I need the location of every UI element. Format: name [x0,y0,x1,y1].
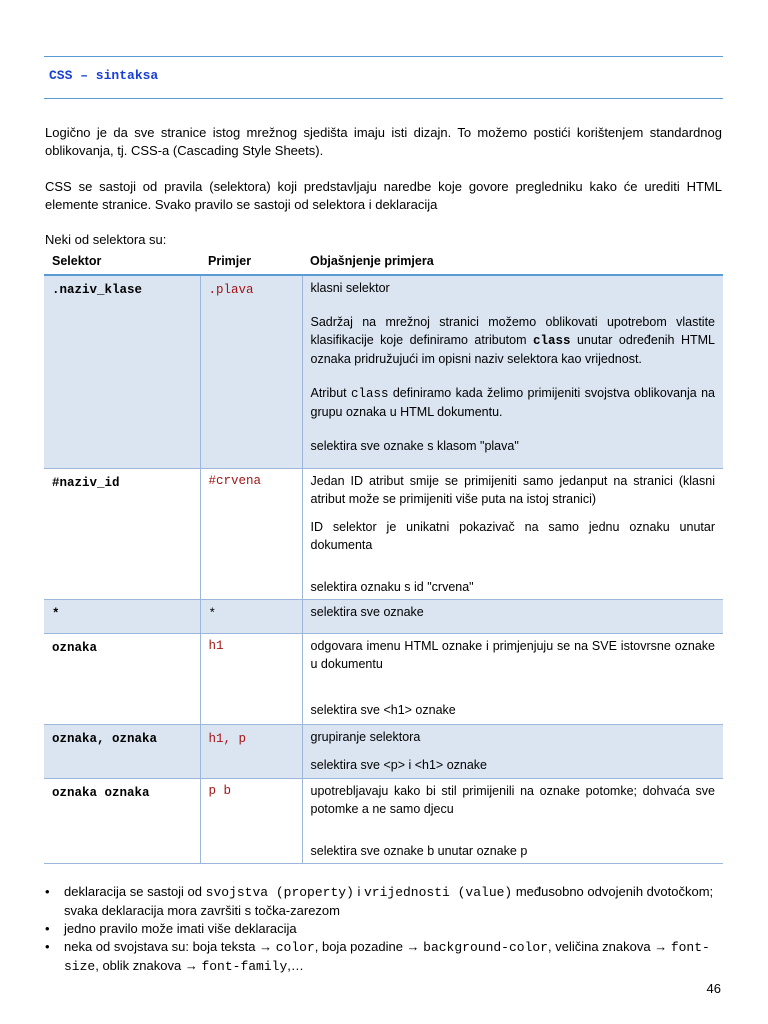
explanation-cell: selektira sve oznake [302,600,723,634]
explanation-line: selektira sve oznake s klasom "plava" [310,439,519,453]
explanation-line: grupiranje selektora [310,730,421,744]
explanation-line: selektira sve <p> i <h1> oznake [310,758,488,772]
explanation-cell [302,779,723,864]
top-rule [44,56,723,57]
explanation-line: selektira oznaku s id "crvena" [310,580,474,594]
table-row [44,779,723,864]
declaration-notes [45,883,722,976]
example-cell: p b [200,779,302,864]
explanation-line: upotrebljavaju kako bi stil primijenili na oznake potomke; dohvaća sve potomke a ne samo djecu [310,784,715,816]
list-item: • neka od svojstava su: boja teksta → color, boja pozadine → background-color, veličina znakova → font-size, oblik znakova → font-family,… [45,939,710,974]
example-cell: .plava [200,275,302,469]
explanation-line: Sadržaj na mrežnoj stranici možemo oblikovati upotrebom vlastite klasifikacije koje definiramo atributom class unutar određenih HTML oznaka pridružujući im opisni naziv selektora kao vrijednost. [310,315,715,366]
section-title: CSS – sintaksa [49,68,159,83]
bullet-icon: • [45,939,50,954]
explanation-cell [302,634,723,725]
list-item: • deklaracija se sastoji od svojstva (property) i vrijednosti (value) međusobno odvojenih dvotočkom; svaka deklaracija mora završiti s točka-zarezom [45,884,714,918]
selector-cell: * [44,600,200,634]
selector-cell: oznaka, oznaka [44,725,200,779]
intro-paragraph-3: Neki od selektora su: [45,232,167,247]
explanation-line: Atribut class definiramo kada želimo primijeniti svojstva oblikovanja na grupu oznaka u HTML dokumentu. [310,386,715,419]
intro-paragraph-2: CSS se sastoji od pravila (selektora) koji predstavljaju naredbe koje govore pregledniku kako će urediti HTML elemente stranice. Svako pravilo se sastoji od selektora i deklaracija [45,179,722,212]
table-row [44,725,723,779]
example-cell: h1, p [200,725,302,779]
selector-table [44,250,723,864]
table-row [44,634,723,725]
selector-cell: oznaka [44,634,200,725]
table-row [44,275,723,469]
bullet-icon: • [45,921,50,936]
title-rule [44,98,723,99]
explanation-cell [302,275,723,469]
explanation-line: selektira sve <h1> oznake [310,703,456,717]
example-cell: #crvena [200,469,302,600]
selector-cell: oznaka oznaka [44,779,200,864]
table-row [44,600,723,634]
header-selector: Selektor [44,250,200,275]
list-item: • jedno pravilo može imati više deklaracija [45,921,297,936]
explanation-cell [302,725,723,779]
selector-cell: #naziv_id [44,469,200,600]
explanation-line: klasni selektor [310,281,390,295]
example-cell: h1 [200,634,302,725]
header-example: Primjer [200,250,302,275]
explanation-line: selektira sve oznake b unutar oznake p [310,844,528,858]
intro-paragraph-1: Logično je da sve stranice istog mrežnog sjedišta imaju isti dizajn. To možemo postići korištenjem standardnog oblikovanja, tj. CSS-a (Cascading Style Sheets). [45,125,722,158]
example-cell: * [200,600,302,634]
header-explanation: Objašnjenje primjera [302,250,723,275]
page-number: 46 [706,981,721,996]
table-header-row [44,250,723,275]
explanation-cell [302,469,723,600]
explanation-line: ID selektor je unikatni pokazivač na samo jednu oznaku unutar dokumenta [310,520,715,552]
explanation-line: odgovara imenu HTML oznake i primjenjuju se na SVE istovrsne oznake u dokumentu [310,639,715,671]
selector-cell: .naziv_klase [44,275,200,469]
table-row [44,469,723,600]
bullet-icon: • [45,884,50,899]
explanation-line: Jedan ID atribut smije se primijeniti samo jedanput na stranici (klasni atribut može se primijeniti više puta na istoj stranici) [310,474,715,506]
